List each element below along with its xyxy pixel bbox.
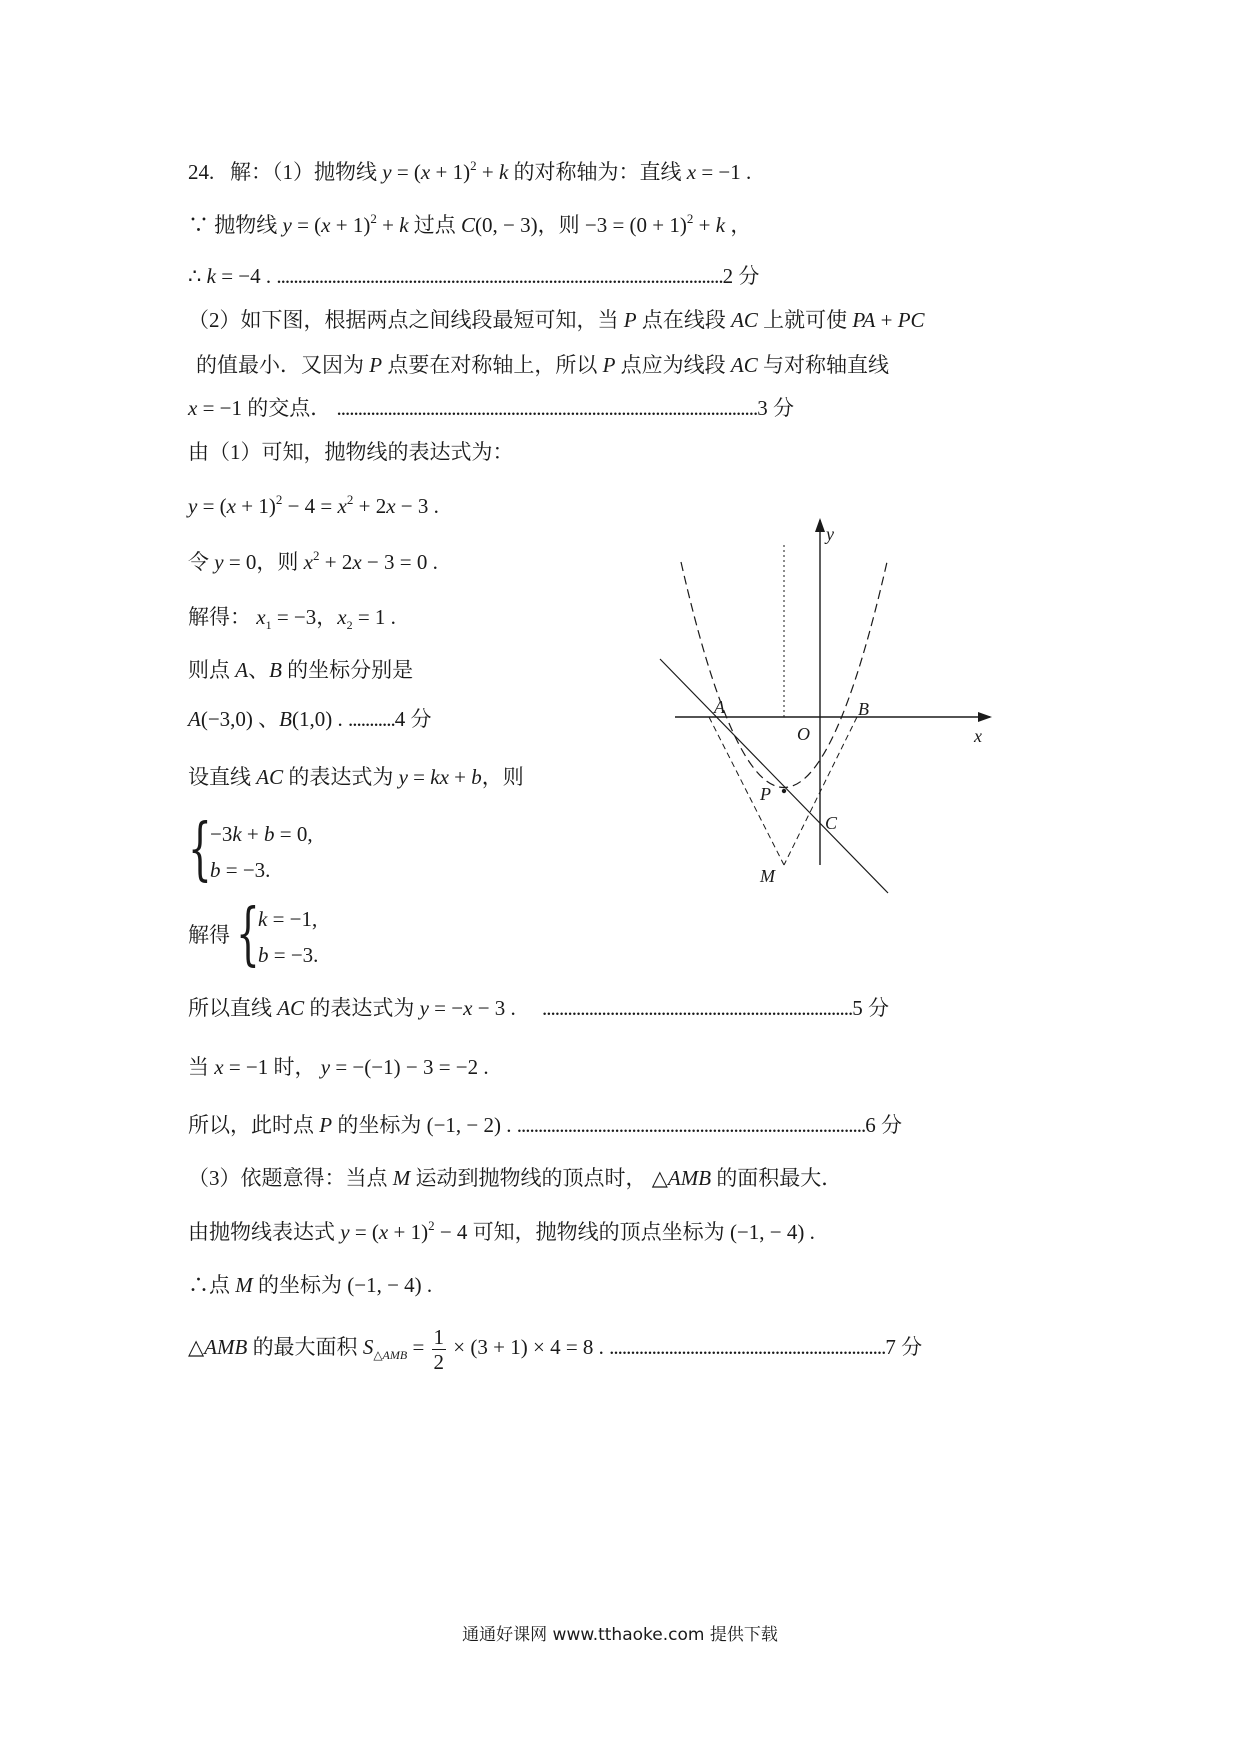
part2-line-10: 设直线 AC 的表达式为 y = kx + b，则	[188, 765, 524, 789]
part3-line-1: （3）依题意得：当点 M 运动到抛物线的顶点时， △AMB 的面积最大．	[188, 1166, 843, 1190]
part2-line-11: 所以直线 AC 的表达式为 y = −x − 3 . .........................................................................5 分	[188, 996, 890, 1020]
part2-line-12: 当 x = −1 时， y = −(−1) − 3 = −2 .	[188, 1055, 489, 1079]
segment-ma	[709, 717, 784, 865]
part2-line-1: （2）如下图，根据两点之间线段最短可知，当 P 点在线段 AC 上就可使 PA + PC	[188, 308, 925, 332]
score-mark: 6 分	[865, 1113, 903, 1137]
part2-line-3: x = −1 的交点． ...................................................................................................3 分	[188, 396, 795, 420]
x-axis-arrow	[978, 712, 992, 722]
score-mark: 2 分	[722, 264, 760, 288]
score-mark: 5 分	[852, 996, 890, 1020]
solve-label: 解得	[188, 923, 230, 947]
part2-line-4: 由（1）可知，抛物线的表达式为：	[188, 440, 514, 464]
solution-line-1: 24. 解：（1）抛物线 $y = (x + 1)^2 + k$ 的对称轴为：直线 x = −1 .	[188, 158, 752, 184]
label-p: P	[760, 784, 771, 804]
part2-line-8: 则点 A、B 的坐标分别是	[188, 658, 414, 682]
part2-line-13: 所以，此时点 P 的坐标为 (−1, − 2) . ..................................................................................6 分	[188, 1113, 903, 1137]
line-ac	[660, 659, 888, 893]
y-axis-arrow	[815, 518, 825, 532]
part2-line-5: $y = (x + 1)^2 - 4 = x^2 + 2x - 3$ .	[188, 492, 439, 518]
footer-credit: 通通好课网 www.tthaoke.com 提供下载	[462, 1625, 778, 1645]
label-b: B	[858, 699, 869, 719]
point-p	[782, 789, 786, 793]
fraction: $\frac{1}{2}$	[433, 1324, 445, 1374]
score-mark: 7 分	[885, 1335, 923, 1359]
solution-line-3: ∴ k = −4 . .........................................................................................................2 分	[188, 264, 760, 288]
label-y: y	[826, 524, 834, 544]
part2-line-7: 解得： $x_1 = -3$，$x_2 = 1$ .	[188, 605, 396, 632]
part3-line-3: ∴点 M 的坐标为 (−1, − 4) .	[188, 1273, 433, 1297]
part3-line-4: △AMB 的最大面积 $S_{\triangle AMB}$ = $\frac{1}{2}$ × (3 + 1) × 4 = 8 . .................................................................7 分	[188, 1324, 923, 1374]
problem-number: 24.	[188, 160, 215, 184]
part3-line-2: 由抛物线表达式 $y = (x + 1)^2 - 4$ 可知，抛物线的顶点坐标为 (−1, − 4) .	[188, 1218, 815, 1244]
solution-line-2: ∵ 抛物线 $y = (x + 1)^2 + k$ 过点 C(0, − 3)，则 $-3 = (0 + 1)^2 + k$ ，	[188, 211, 752, 237]
label-m: M	[760, 866, 775, 886]
equation-system-2: { k = −1, b = −3.	[236, 895, 319, 974]
part2-line-2: 的值最小．又因为 P 点要在对称轴上，所以 P 点应为线段 AC 与对称轴直线	[196, 353, 889, 377]
label-c: C	[825, 813, 838, 833]
brace: {	[236, 895, 260, 974]
parabola-figure	[640, 510, 1000, 900]
label-a: A	[714, 697, 725, 717]
score-mark: 4 分	[394, 707, 432, 731]
equation-system-1: { −3k + b = 0, b = −3.	[188, 810, 313, 889]
label-o: O	[797, 724, 810, 744]
part2-line-9: A(−3,0) 、B(1,0) . ...........4 分	[188, 707, 432, 731]
label-x: x	[974, 726, 982, 746]
part2-line-6: 令 y = 0，则 $x^2 + 2x - 3 = 0$ .	[188, 548, 438, 574]
score-mark: 3 分	[757, 396, 795, 420]
brace: {	[188, 810, 212, 889]
